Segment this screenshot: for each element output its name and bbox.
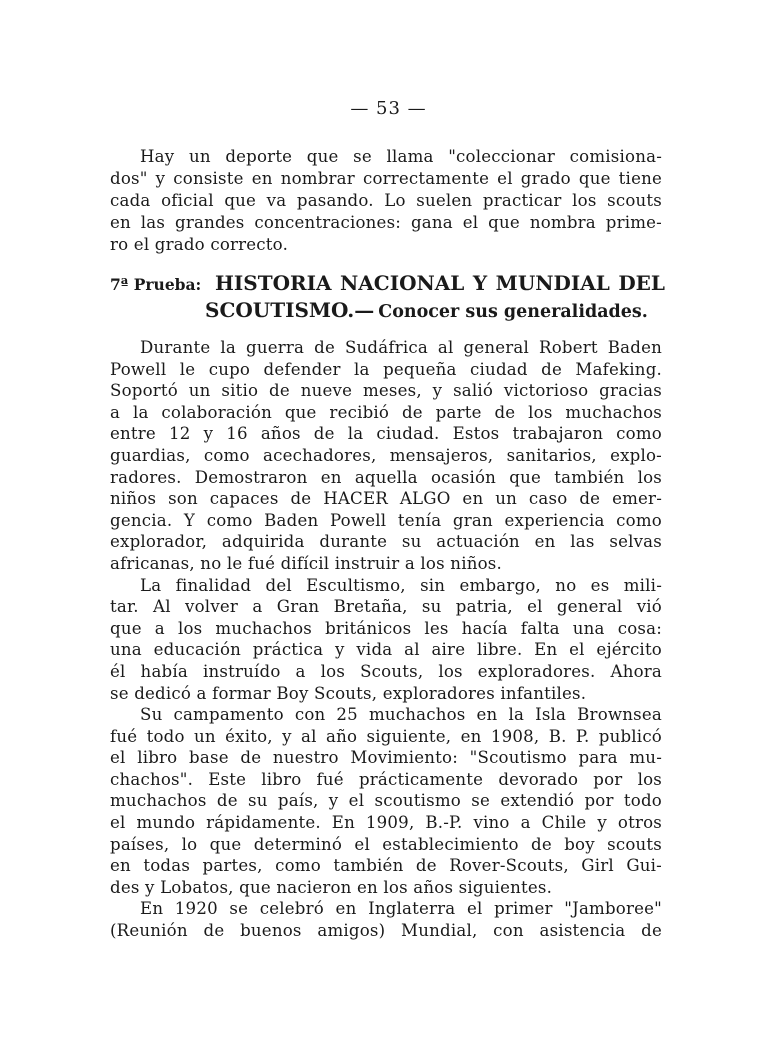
section-title-line1: HISTORIA NACIONAL Y MUNDIAL DEL	[215, 271, 665, 295]
body-line: países, lo que determinó el establecimiento de boy scouts	[110, 834, 662, 854]
body-line: fué todo un éxito, y al año siguiente, en 1908, B. P. publicó	[110, 726, 662, 746]
intro-line: en las grandes concentraciones: gana el que nombra prime-	[110, 212, 662, 232]
intro-line: cada oficial que va pasando. Lo suelen practicar los scouts	[110, 190, 662, 210]
body-line: en todas partes, como también de Rover-Scouts, Girl Gui-	[110, 856, 662, 876]
body-line: tar. Al volver a Gran Bretaña, su patria, el general vió	[110, 597, 662, 617]
intro-line: dos" y consiste en nombrar correctamente el grado que tiene	[110, 168, 662, 188]
section-heading	[110, 271, 665, 324]
body-line: que a los muchachos británicos les hacía falta una cosa:	[110, 618, 662, 638]
body-line: africanas, no le fué difícil instruir a los niños.	[110, 553, 502, 573]
section-subtitle: Conocer sus generalidades.	[378, 302, 648, 322]
page-number: — 53 —	[350, 98, 427, 119]
body-line: una educación práctica y vida al aire libre. En el ejército	[110, 640, 662, 660]
body-line: a la colaboración que recibió de parte de los muchachos	[110, 402, 662, 422]
body-line: guardias, como acechadores, mensajeros, sanitarios, explo-	[110, 445, 662, 465]
body-line: explorador, adquirida durante su actuación en las selvas	[110, 532, 662, 552]
section-title-line2: SCOUTISMO.—	[205, 298, 375, 322]
body-line: La finalidad del Escultismo, sin embargo, no es mili-	[140, 575, 662, 595]
body-line: (Reunión de buenos amigos) Mundial, con asistencia de	[110, 921, 662, 941]
body-line: chachos". Este libro fué prácticamente devorado por los	[110, 769, 662, 789]
body-line: gencia. Y como Baden Powell tenía gran experiencia como	[110, 510, 662, 530]
body-line: En 1920 se celebró en Inglaterra el primer "Jamboree"	[140, 899, 662, 919]
body-line: Su campamento con 25 muchachos en la Isla Brownsea	[140, 705, 662, 725]
body-line: des y Lobatos, que nacieron en los años siguientes.	[110, 877, 553, 897]
body-line: niños son capaces de HACER ALGO en un caso de emer-	[110, 489, 662, 509]
section-label: 7ª Prueba:	[110, 275, 202, 294]
body-line: el mundo rápidamente. En 1909, B.-P. vino a Chile y otros	[110, 813, 662, 833]
body-line: muchachos de su país, y el scoutismo se extendió por todo	[110, 791, 662, 811]
intro-line: ro el grado correcto.	[110, 234, 289, 254]
intro-paragraph	[110, 146, 662, 255]
intro-line: Hay un deporte que se llama "coleccionar comisiona-	[140, 147, 662, 166]
body-line: se dedicó a formar Boy Scouts, exploradores infantiles.	[110, 683, 587, 703]
body-line: el libro base de nuestro Movimiento: "Scoutismo para mu-	[110, 748, 662, 768]
body-line: entre 12 y 16 años de la ciudad. Estos trabajaron como	[110, 424, 662, 444]
body-text	[110, 337, 662, 942]
body-line: Powell le cupo defender la pequeña ciudad de Mafeking.	[110, 359, 662, 379]
body-line: él había instruído a los Scouts, los exploradores. Ahora	[110, 661, 662, 681]
body-line: Durante la guerra de Sudáfrica al general Robert Baden	[140, 338, 662, 357]
body-line: radores. Demostraron en aquella ocasión que también los	[110, 467, 662, 487]
body-line: Soportó un sitio de nueve meses, y salió victorioso gracias	[110, 381, 662, 401]
